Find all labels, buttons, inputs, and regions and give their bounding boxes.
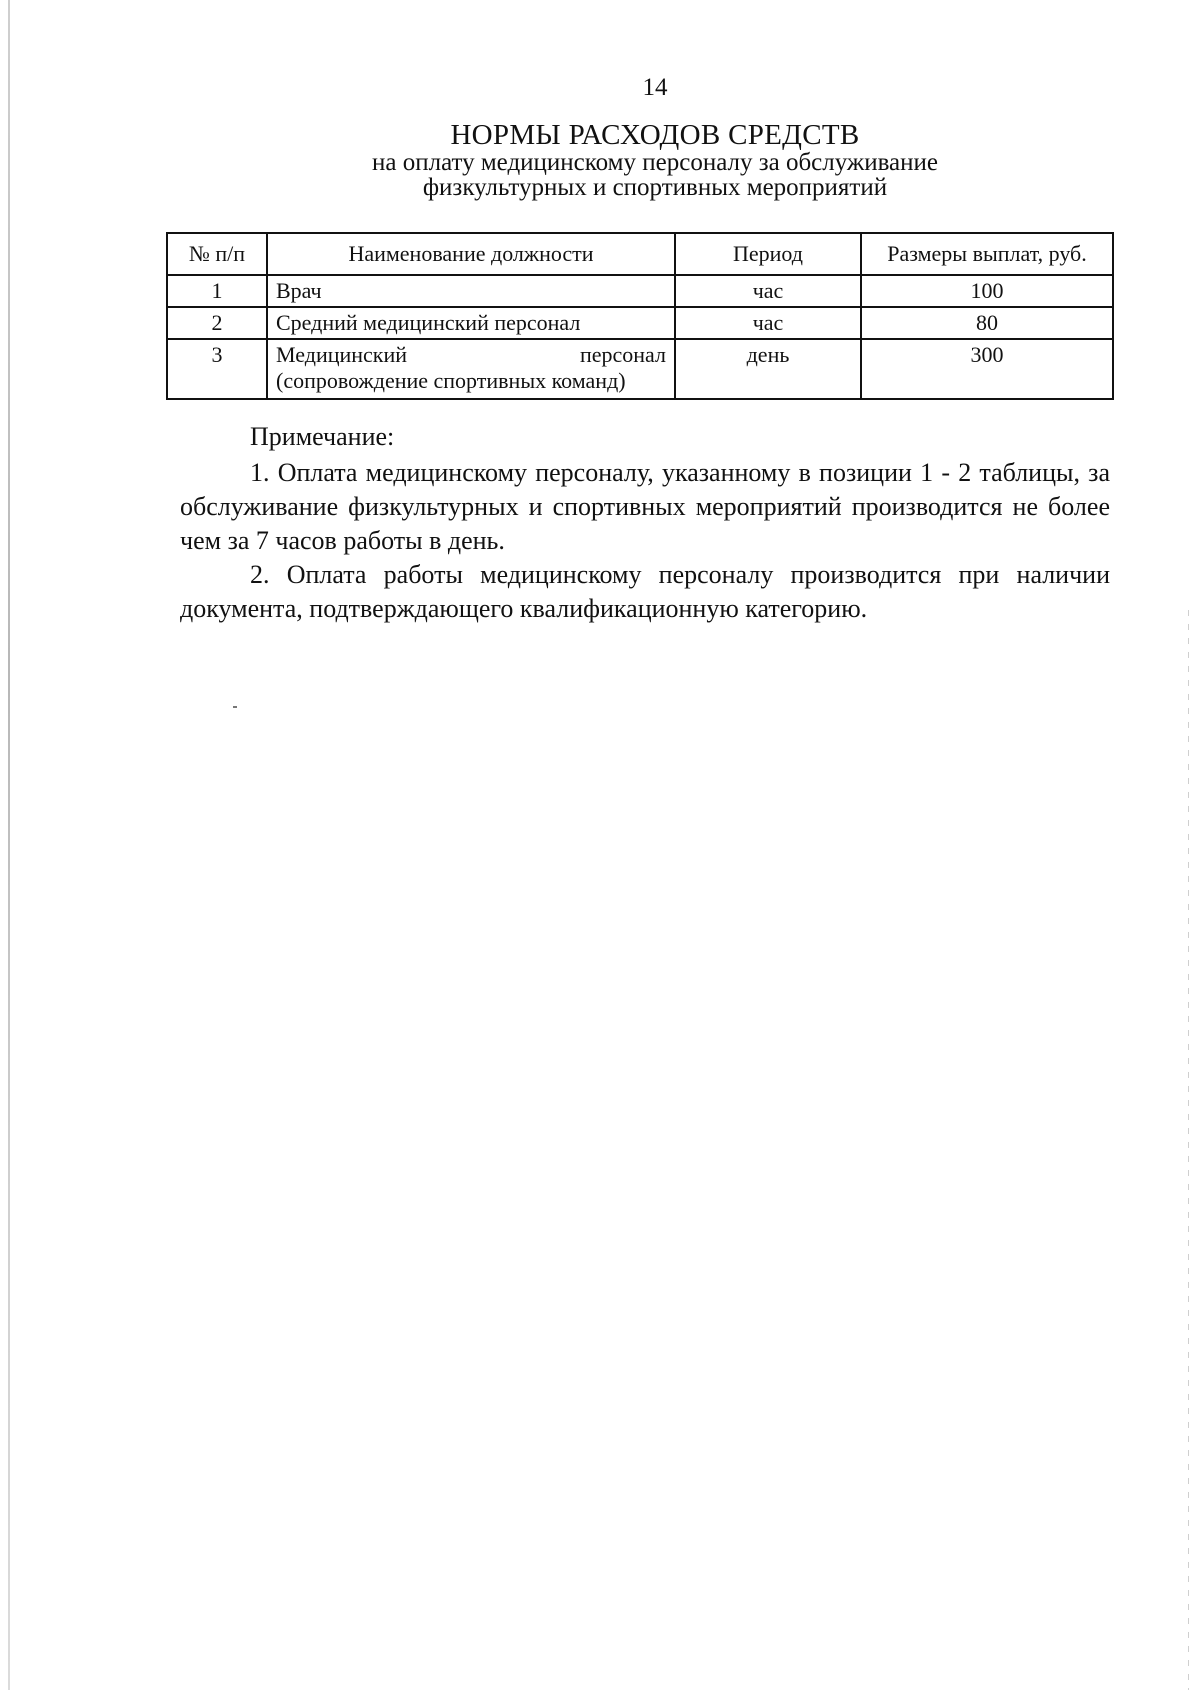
table-header-row xyxy=(167,233,1113,275)
page-number: 14 xyxy=(642,74,668,101)
scan-edge-right xyxy=(1188,610,1189,1690)
norms-table xyxy=(166,232,1114,400)
table-row xyxy=(167,339,1113,399)
row-position: Врач xyxy=(267,275,675,307)
row-amount: 80 xyxy=(861,307,1113,339)
row-position-word-1: Медицинский xyxy=(276,342,408,367)
row-position-line-2: (сопровождение спортивных команд) xyxy=(276,368,626,393)
row-period: час xyxy=(675,307,861,339)
header-period: Период xyxy=(675,233,861,275)
table-row xyxy=(167,275,1113,307)
notes-section xyxy=(180,420,1110,626)
scan-speck xyxy=(233,706,237,708)
title-line-3: физкультурных и спортивных мероприятий xyxy=(422,174,888,201)
row-position-line-1 xyxy=(276,342,666,368)
note-item-2: 2. Оплата работы медицинскому персоналу производится при наличии документа, подтверждающего квалификационную категорию. xyxy=(180,560,1110,623)
row-num: 2 xyxy=(167,307,267,339)
document-title xyxy=(0,120,1200,200)
header-position: Наименование должности xyxy=(267,233,675,275)
table-row xyxy=(167,307,1113,339)
row-num: 1 xyxy=(167,275,267,307)
row-period: час xyxy=(675,275,861,307)
row-position-word-2: персонал xyxy=(579,342,666,367)
row-num: 3 xyxy=(167,339,267,399)
row-amount: 100 xyxy=(861,275,1113,307)
row-period: день xyxy=(675,339,861,399)
note-item-1: 1. Оплата медицинскому персоналу, указанному в позиции 1 - 2 таблицы, за обслуживание физкультурных и спортивных мероприятий производится не более чем за 7 часов работы в день. xyxy=(180,458,1110,555)
row-position xyxy=(267,339,675,399)
row-position: Средний медицинский персонал xyxy=(267,307,675,339)
notes-heading: Примечание: xyxy=(250,422,395,451)
header-amount: Размеры выплат, руб. xyxy=(861,233,1113,275)
title-line-2: на оплату медицинскому персоналу за обслуживание xyxy=(371,149,938,176)
row-amount: 300 xyxy=(861,339,1113,399)
title-main: НОРМЫ РАСХОДОВ СРЕДСТВ xyxy=(450,119,860,151)
header-num: № п/п xyxy=(167,233,267,275)
scan-edge-left xyxy=(8,0,10,1690)
